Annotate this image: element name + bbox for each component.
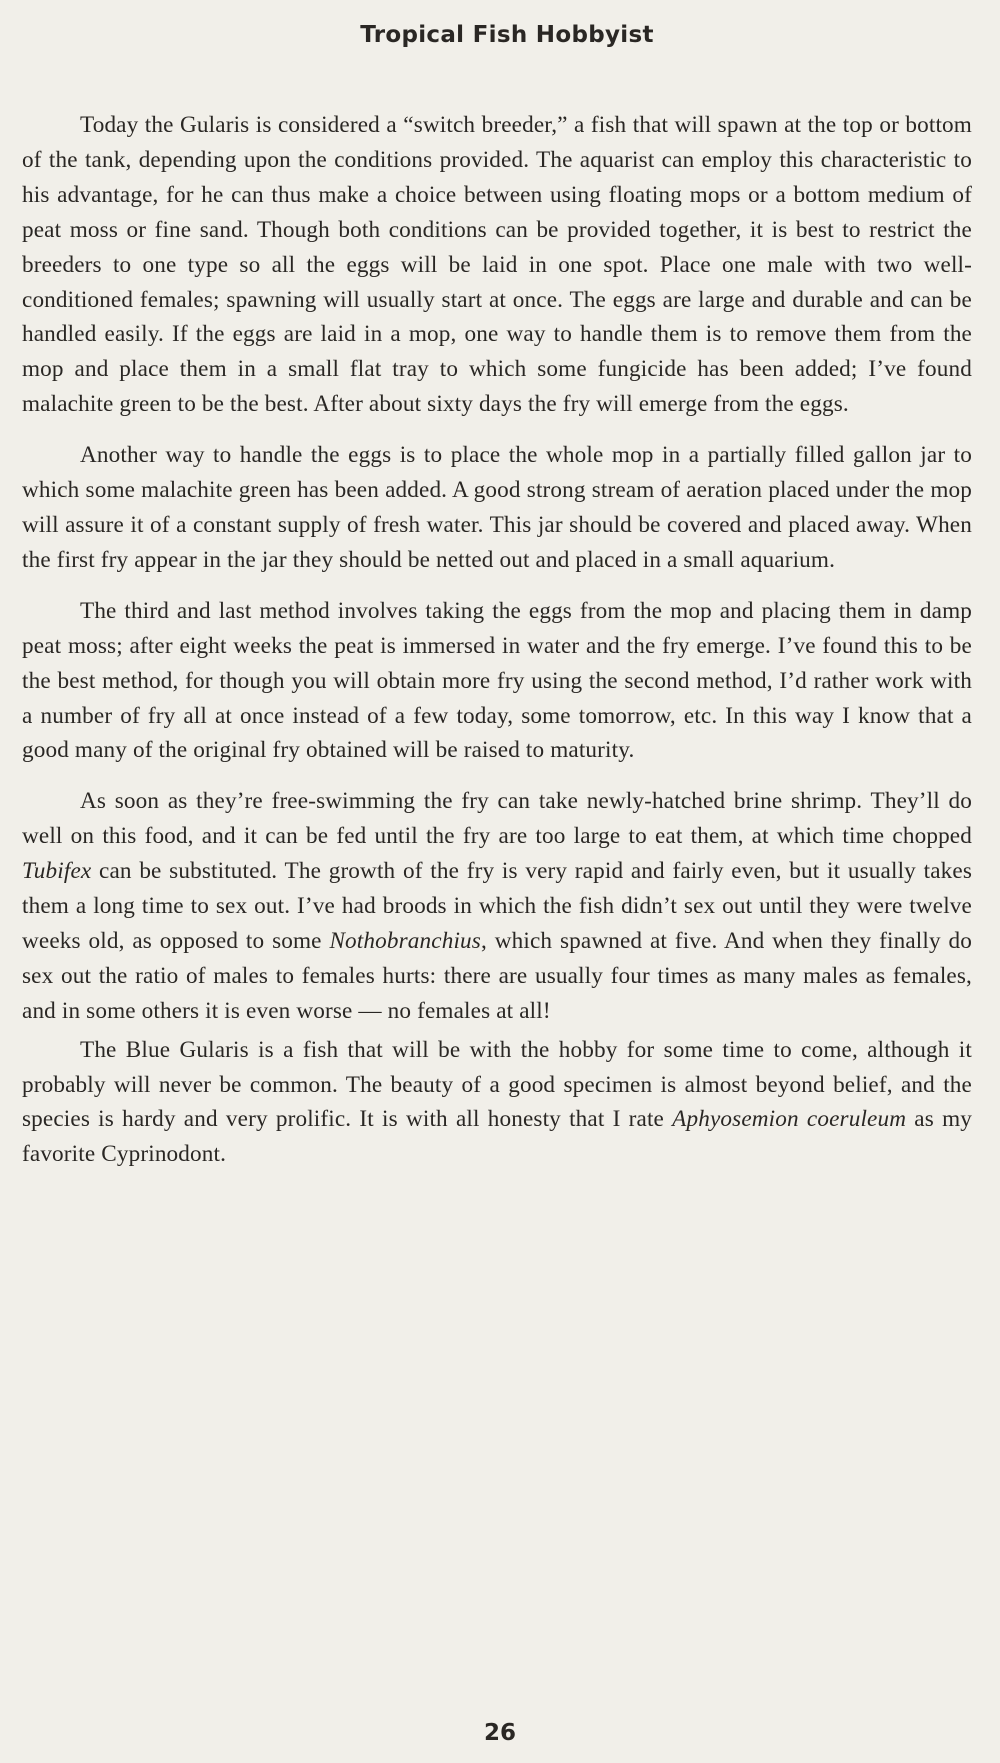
italic-species-name: Nothobranchius bbox=[329, 927, 481, 954]
paragraph-peat-moss-method: The third and last method involves taking the eggs from the mop and placing them in damp peat moss; after eight weeks the peat is immersed in water and the fry emerge. I’ve found this to be the best method, for though you will obtain more fry using the second method, I’d rather work with a number of fry all at once instead of a few today, some tomorrow, etc. In this way I know that a good many of the original fry obtained will be raised to maturity. bbox=[22, 597, 972, 764]
text-segment: The Blue Gularis is a fish that will be with the hobby for some time to come, although it probably will never be common. The beauty of a good specimen is almost beyond belief, and the species is hardy and very prolific. It is with all honesty that I rate bbox=[22, 1036, 972, 1133]
paragraph-gallon-jar-method: Another way to handle the eggs is to place the whole mop in a partially filled gallon jar to which some malachite green has been added. A good strong stream of aeration placed under the mop will assure it of a constant supply of fresh water. This jar should be covered and placed away. When the first fry appear in the jar they should be netted out and placed in a small aquarium. bbox=[22, 442, 972, 573]
article-body bbox=[22, 108, 972, 1172]
text-segment: , which spawned at five. And when they finally do sex out the ratio of males to females hurts: there are usually four times as many males as females, and in some others it is even worse — no females at all! bbox=[22, 927, 972, 1024]
text-segment: as my favorite Cyprinodont. bbox=[22, 1106, 972, 1168]
running-title: Tropical Fish Hobbyist bbox=[360, 22, 654, 48]
paragraph-raising-fry bbox=[22, 784, 972, 1028]
text-segment: can be substituted. The growth of the fry is very rapid and fairly even, but it usually takes them a long time to sex out. I’ve had broods in which the fish didn’t sex out until they were twelve weeks old, as opposed to some bbox=[22, 858, 972, 954]
italic-species-name: Tubifex bbox=[22, 858, 92, 885]
page-number: 26 bbox=[483, 1720, 516, 1746]
paragraph-blue-gularis-conclusion bbox=[22, 1033, 972, 1173]
text-segment: As soon as they’re free-swimming the fry can take newly-hatched brine shrimp. They’ll do well on this food, and it can be fed until the fry are too large to eat them, at which time chopped bbox=[22, 788, 972, 850]
italic-species-name: Aphyosemion coeruleum bbox=[672, 1106, 907, 1133]
paragraph-switch-breeder: Today the Gularis is considered a “switch breeder,” a fish that will spawn at the top or bottom of the tank, depending upon the conditions provided. The aquarist can employ this characteristic to his advantage, for he can thus make a choice between using floating mops or a bottom medium of peat moss or fine sand. Though both conditions can be provided together, it is best to restrict the breeders to one type so all the eggs will be laid in one spot. Place one male with two well-conditioned females; spawning will usually start at once. The eggs are large and durable and can be handled easily. If the eggs are laid in a mop, one way to handle them is to remove them from the mop and place them in a small flat tray to which some fungicide has been added; I’ve found malachite green to be the best. After about sixty days the fry will emerge from the eggs. bbox=[22, 112, 972, 418]
